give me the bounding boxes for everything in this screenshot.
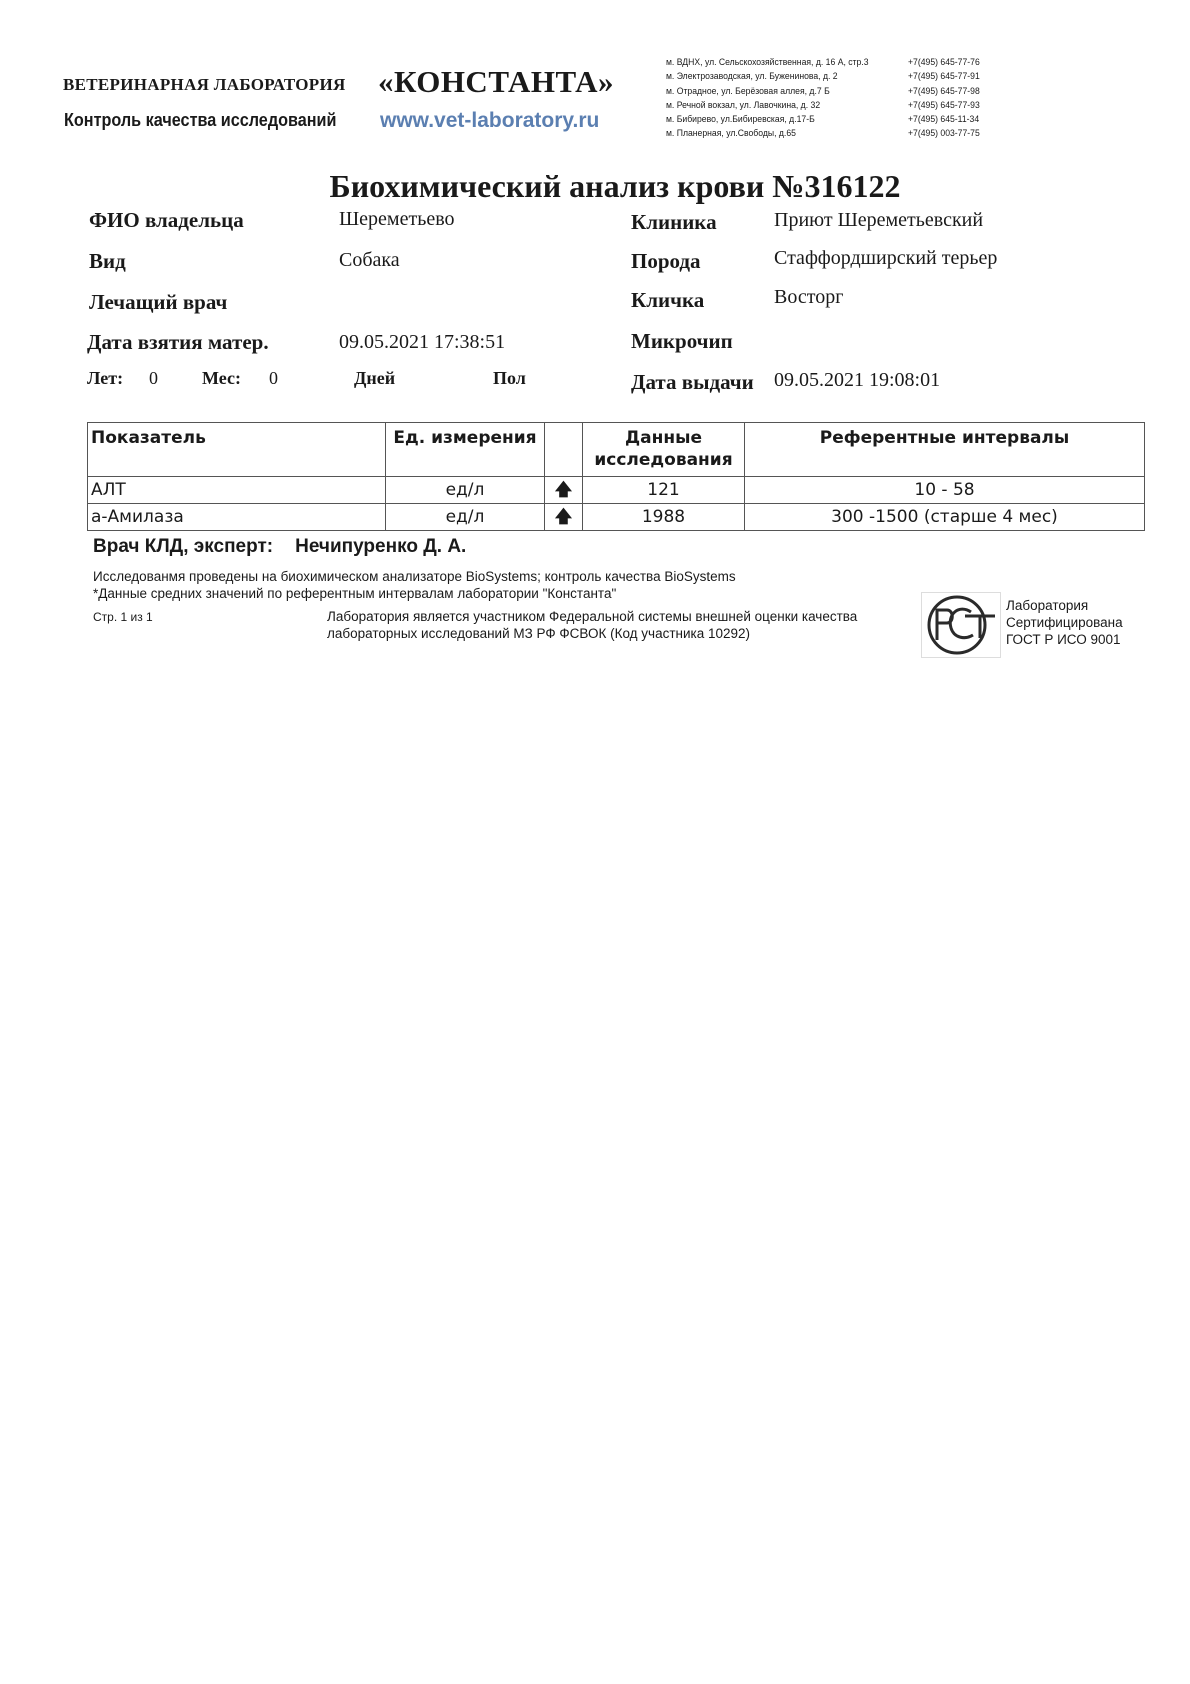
reference-note: *Данные средних значений по референтным интервалам лаборатории "Константа": [93, 586, 617, 601]
sample-date-value: 09.05.2021 17:38:51: [339, 331, 506, 353]
indicator-cell: a-Амилаза: [88, 504, 386, 531]
header-result-line2: исследования: [594, 450, 733, 470]
address-line: м. Бибирево, ул.Бибиревская, д.17-Б: [666, 114, 815, 126]
cert-line: Сертифицирована: [1006, 615, 1123, 630]
address-line: м. Отрадное, ул. Берёзовая аллея, д.7 Б: [666, 85, 830, 97]
federal-program-note: [327, 608, 857, 642]
phone-list: [908, 56, 980, 142]
months-label: Мес:: [202, 368, 241, 388]
flag-cell: [545, 504, 583, 531]
address-line: м. Электрозаводская, ул. Буженинова, д. 2: [666, 71, 838, 83]
website-link[interactable]: www.vet-laboratory.ru: [380, 109, 600, 132]
cert-line: Лаборатория: [1006, 598, 1089, 613]
sex-label: Пол: [493, 368, 526, 388]
brand-name: «КОНСТАНТА»: [378, 64, 614, 99]
header-unit: Ед. измерения: [386, 423, 545, 477]
phone-line: +7(495) 645-77-76: [908, 57, 980, 68]
phone-line: +7(495) 645-77-98: [908, 85, 980, 97]
issue-date-value: 09.05.2021 19:08:01: [774, 369, 941, 391]
pet-name-value: Восторг: [774, 286, 844, 308]
indicator-cell: АЛТ: [88, 477, 386, 504]
certification-logo-icon: [921, 592, 1001, 658]
expert-doctor: [93, 536, 466, 558]
document-title: Биохимический анализ крови №316122: [329, 168, 901, 204]
header-flag: [545, 423, 583, 477]
years-value: 0: [149, 368, 158, 388]
months-value: 0: [269, 368, 278, 388]
flag-cell: [545, 477, 583, 504]
pet-name-label: Кличка: [631, 288, 705, 312]
header-result-line1: Данные: [624, 428, 702, 448]
reference-cell: 10 - 58: [745, 477, 1145, 504]
table-row: [88, 477, 1145, 504]
header-reference: Референтные интервалы: [745, 423, 1145, 477]
header-indicator: Показатель: [88, 423, 386, 477]
microchip-label: Микрочип: [631, 329, 733, 353]
address-line: м. Планерная, ул.Свободы, д.65: [666, 128, 796, 140]
species-value: Собака: [339, 249, 400, 271]
table-row: [88, 504, 1145, 531]
owner-label: ФИО владельца: [89, 208, 244, 232]
address-line: м. ВДНХ, ул. Сельскохозяйственная, д. 16 А, стр.3: [666, 57, 869, 68]
address-list: [666, 56, 869, 142]
attending-doctor-label: Лечащий врач: [89, 290, 228, 314]
clinic-value: Приют Шереметьевский: [774, 209, 984, 231]
expert-doctor-name: Нечипуренко Д. А.: [295, 536, 467, 557]
expert-doctor-label: Врач КЛД, эксперт:: [93, 536, 274, 557]
quality-control-subtitle: Контроль качества исследований: [64, 110, 337, 130]
page-counter: Стр. 1 из 1: [93, 610, 153, 624]
phone-line: +7(495) 003-77-75: [908, 128, 980, 140]
unit-cell: ед/л: [386, 504, 545, 531]
owner-value: Шереметьево: [339, 208, 455, 230]
lab-name: ВЕТЕРИНАРНАЯ ЛАБОРАТОРИЯ: [63, 75, 346, 94]
header-result: [583, 423, 745, 477]
breed-value: Стаффордширский терьер: [774, 247, 998, 269]
sample-date-label: Дата взятия матер.: [87, 330, 269, 354]
years-label: Лет:: [87, 368, 124, 388]
phone-line: +7(495) 645-77-91: [908, 71, 980, 83]
cert-line: ГОСТ Р ИСО 9001: [1006, 632, 1121, 647]
federal-line: Лаборатория является участником Федеральной системы внешней оценки качества: [327, 609, 858, 624]
certification-text: [1006, 597, 1123, 648]
species-label: Вид: [89, 249, 126, 273]
phone-line: +7(495) 645-77-93: [908, 99, 980, 111]
table-header-row: [88, 423, 1145, 477]
unit-cell: ед/л: [386, 477, 545, 504]
arrow-up-icon: 🡅: [554, 480, 573, 500]
issue-date-label: Дата выдачи: [631, 370, 754, 394]
days-label: Дней: [354, 368, 396, 388]
phone-line: +7(495) 645-11-34: [908, 114, 980, 126]
arrow-up-icon: 🡅: [554, 507, 573, 527]
clinic-label: Клиника: [631, 210, 717, 234]
reference-cell: 300 -1500 (старше 4 мес): [745, 504, 1145, 531]
analyzer-note: Исследованмя проведены на биохимическом анализаторе BioSystems; контроль качества BioSystems: [93, 569, 736, 584]
federal-line: лабораторных исследований МЗ РФ ФСВОК (Код участника 10292): [327, 626, 751, 641]
breed-label: Порода: [631, 249, 701, 273]
result-cell: 1988: [583, 504, 745, 531]
address-line: м. Речной вокзал, ул. Лавочкина, д. 32: [666, 99, 821, 111]
result-cell: 121: [583, 477, 745, 504]
results-table: [87, 422, 1145, 531]
